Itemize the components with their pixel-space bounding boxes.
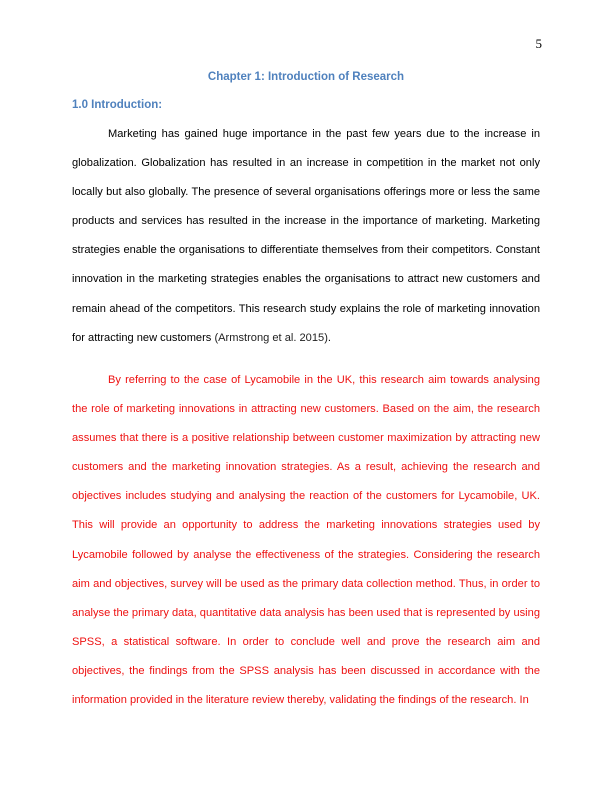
page-number: 5 bbox=[535, 36, 542, 51]
research-aim-paragraph-text: By referring to the case of Lycamobile in the UK, this research aim towards analysing the role of marketing innovations in attracting new customers. Based on the aim, the research assumes that there is a positive relationship between customer maximization by attracting new customers and the marketing innovation strategies. As a result, achieving the research and objectives includes studying and analysing the reaction of the customers for Lycamobile, UK. This will provide an opportunity to address the marketing innovations strategies used by Lycamobile followed by analyse the effectiveness of the strategies. Considering the research aim and objectives, survey will be used as the primary data collection method. Thus, in order to analyse the primary data, quantitative data analysis has been used that is represented by using SPSS, a statistical software. In order to conclude well and prove the research aim and objectives, the findings from the SPSS analysis has been discussed in accordance with the information provided in the literature review thereby, validating the findings of the research. In bbox=[72, 374, 540, 707]
intro-paragraph bbox=[72, 120, 540, 353]
intro-paragraph-text: Marketing has gained huge importance in the past few years due to the increase in globalization. Globalization has resulted in an increase in competition in the market not only locally but also globally. The presence of several organisations offerings more or less the same products and services has resulted in the increase in the importance of marketing. Marketing strategies enable the organisations to differentiate themselves from their competitors. Constant innovation in the marketing strategies enables the organisations to attract new customers and remain ahead of the competitors. This research study explains the role of marketing innovation for attracting new customers bbox=[72, 128, 540, 344]
research-aim-paragraph bbox=[72, 366, 540, 715]
citation: (Armstrong et al. 2015) bbox=[214, 331, 328, 344]
intro-paragraph-end: . bbox=[327, 331, 331, 344]
section-heading: 1.0 Introduction: bbox=[72, 99, 163, 111]
chapter-title: Chapter 1: Introduction of Research bbox=[207, 71, 405, 83]
